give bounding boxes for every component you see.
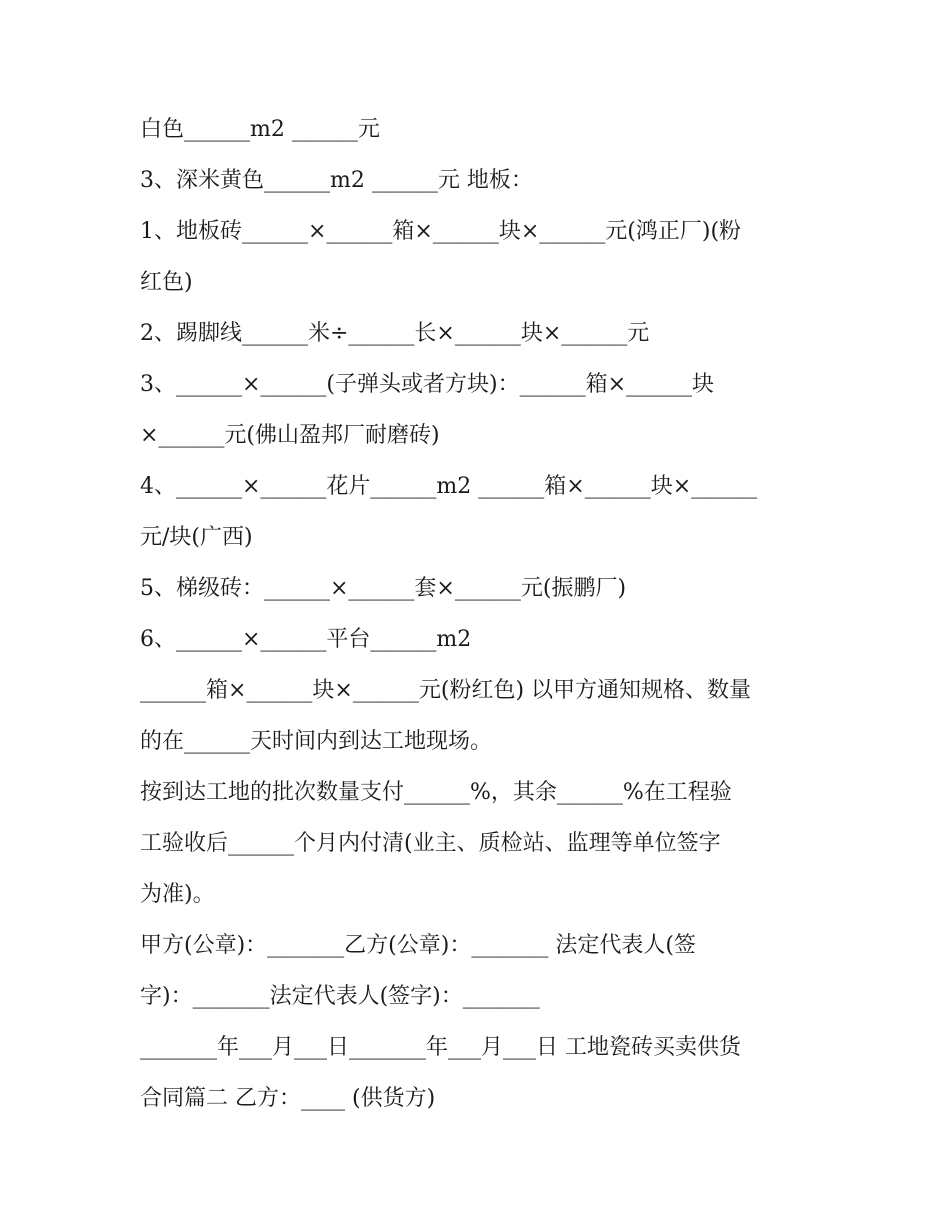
text-line: ×______元(佛山盈邦厂耐磨砖) bbox=[140, 423, 440, 448]
text-line: 按到达工地的批次数量支付______%，其余______%在工程验 bbox=[140, 780, 732, 805]
text-line: 3、深米黄色______m2 ______元 地板： bbox=[140, 168, 533, 193]
text-line: 5、梯级砖：______×______套×______元(振鹏厂) bbox=[140, 576, 627, 601]
text-line: 字)：_______法定代表人(签字)：_______ bbox=[140, 984, 540, 1009]
text-line: 元/块(广西) bbox=[140, 525, 253, 550]
text-line: 的在______天时间内到达工地现场。 bbox=[140, 729, 493, 754]
text-line: 工验收后______个月内付清(业主、质检站、监理等单位签字 bbox=[140, 831, 721, 856]
text-line: 2、踢脚线______米÷______长×______块×______元 bbox=[140, 321, 650, 346]
contract-text bbox=[140, 104, 820, 1124]
text-line: _______年___月___日_______年___月___日 工地瓷砖买卖供货 bbox=[140, 1035, 741, 1060]
text-line: 3、______×______(子弹头或者方块)：______箱×______块 bbox=[140, 372, 715, 397]
text-line: 白色______m2 ______元 bbox=[140, 117, 380, 142]
text-line: 6、______×______平台______m2 bbox=[140, 627, 472, 652]
text-line: 红色) bbox=[140, 270, 193, 295]
text-line: 合同篇二 乙方：____ (供货方) bbox=[140, 1086, 436, 1111]
text-line: 4、______×______花片______m2 ______箱×______块×______ bbox=[140, 474, 758, 499]
text-line: ______箱×______块×______元(粉红色) 以甲方通知规格、数量 bbox=[140, 678, 752, 703]
text-line: 1、地板砖______×______箱×______块×______元(鸿正厂)(粉 bbox=[140, 219, 742, 244]
text-line: 甲方(公章)：_______乙方(公章)：_______ 法定代表人(签 bbox=[140, 933, 696, 958]
text-line: 为准)。 bbox=[140, 882, 215, 907]
